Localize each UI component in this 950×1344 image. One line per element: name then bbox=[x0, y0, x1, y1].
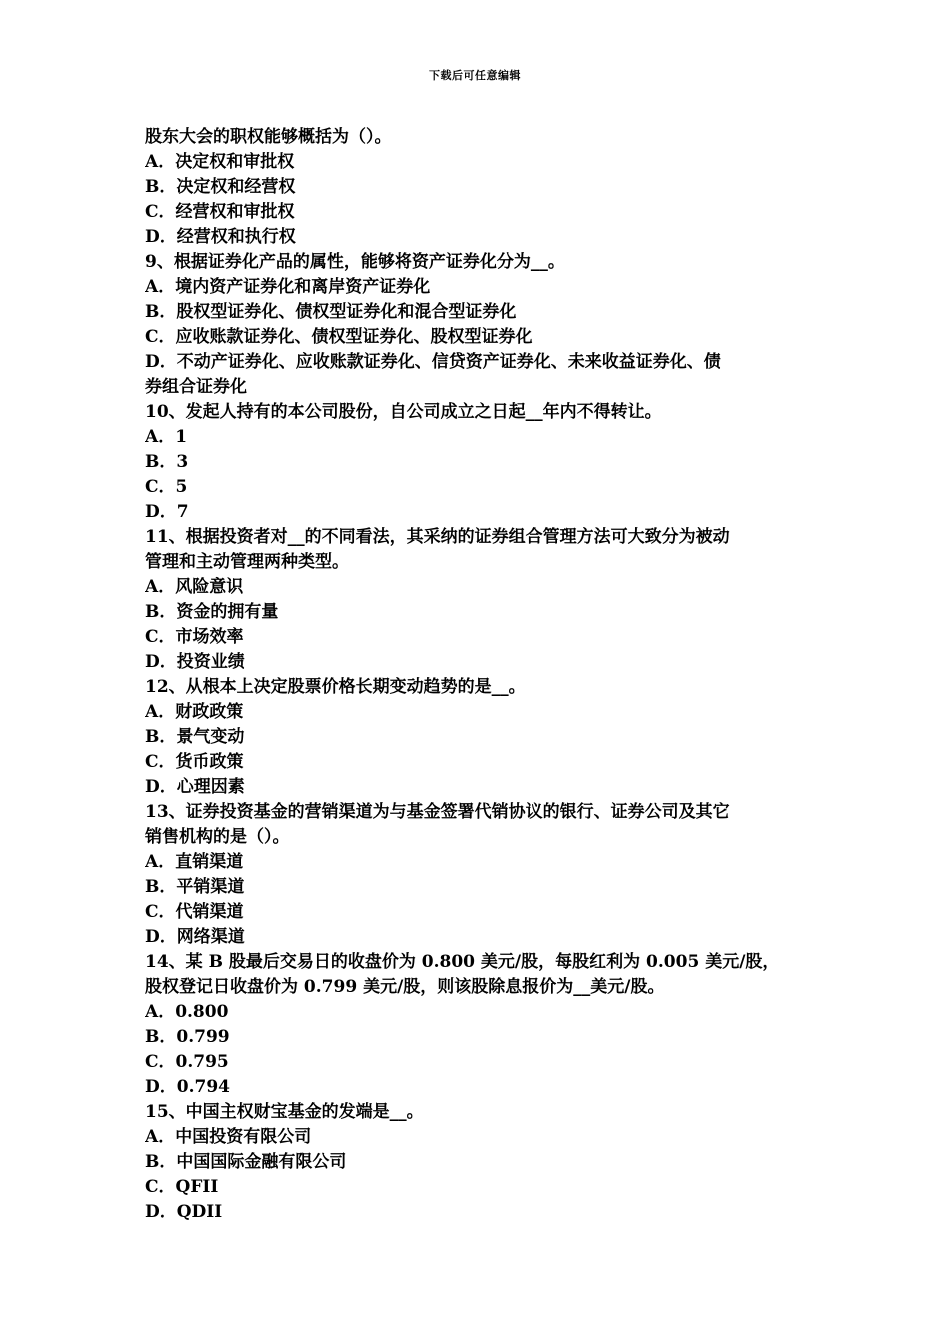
option-c: C．QFII bbox=[145, 1177, 219, 1197]
question-stem: 股东大会的职权能够概括为（）。 bbox=[145, 127, 392, 147]
question-11-stem-continued: 管理和主动管理两种类型。 bbox=[145, 552, 349, 572]
page-header: 下载后可任意编辑 bbox=[429, 69, 521, 82]
question-10-stem: 10、发起人持有的本公司股份，自公司成立之日起__年内不得转让。 bbox=[145, 402, 662, 422]
option-a: A．境内资产证券化和离岸资产证券化 bbox=[145, 277, 431, 297]
option-a: A．0.800 bbox=[145, 1002, 229, 1022]
option-c: C．5 bbox=[145, 477, 188, 497]
option-a: A．风险意识 bbox=[145, 577, 244, 597]
option-b: B．决定权和经营权 bbox=[145, 177, 296, 197]
option-c: C．代销渠道 bbox=[145, 902, 244, 922]
option-d: D．经营权和执行权 bbox=[145, 227, 296, 247]
option-d: D．投资业绩 bbox=[145, 652, 245, 672]
question-14-stem: 14、某 B 股最后交易日的收盘价为 0.800 美元/股，每股红利为 0.005 美元/股， bbox=[145, 952, 780, 972]
question-13-stem-continued: 销售机构的是（）。 bbox=[145, 827, 290, 847]
option-d: D．不动产证券化、应收账款证券化、信贷资产证券化、未来收益证券化、债 bbox=[145, 352, 721, 372]
option-d: D．QDII bbox=[145, 1202, 223, 1222]
option-d-continued: 券组合证券化 bbox=[145, 377, 247, 397]
option-b: B．平销渠道 bbox=[145, 877, 245, 897]
question-14-stem-continued: 股权登记日收盘价为 0.799 美元/股，则该股除息报价为__美元/股。 bbox=[145, 977, 665, 997]
option-b: B．中国国际金融有限公司 bbox=[145, 1152, 347, 1172]
option-b: B．资金的拥有量 bbox=[145, 602, 279, 622]
question-11-stem: 11、根据投资者对__的不同看法，其采纳的证券组合管理方法可大致分为被动 bbox=[145, 527, 730, 547]
option-b: B．0.799 bbox=[145, 1027, 230, 1047]
question-12-stem: 12、从根本上决定股票价格长期变动趋势的是__。 bbox=[145, 677, 526, 697]
option-a: A．决定权和审批权 bbox=[145, 152, 295, 172]
option-c: C．市场效率 bbox=[145, 627, 244, 647]
option-b: B．3 bbox=[145, 452, 189, 472]
option-a: A．财政政策 bbox=[145, 702, 244, 722]
question-13-stem: 13、证券投资基金的营销渠道为与基金签署代销协议的银行、证券公司及其它 bbox=[145, 802, 730, 822]
option-c: C．应收账款证券化、债权型证券化、股权型证券化 bbox=[145, 327, 533, 347]
option-d: D．心理因素 bbox=[145, 777, 245, 797]
option-c: C．货币政策 bbox=[145, 752, 244, 772]
option-a: A．1 bbox=[145, 427, 188, 447]
question-15-stem: 15、中国主权财宝基金的发端是__。 bbox=[145, 1102, 424, 1122]
option-b: B．股权型证券化、债权型证券化和混合型证券化 bbox=[145, 302, 517, 322]
option-c: C．0.795 bbox=[145, 1052, 229, 1072]
option-c: C．经营权和审批权 bbox=[145, 202, 295, 222]
option-a: A．直销渠道 bbox=[145, 852, 244, 872]
document-body bbox=[145, 125, 810, 1225]
option-b: B．景气变动 bbox=[145, 727, 245, 747]
question-9-stem: 9、根据证券化产品的属性，能够将资产证券化分为__。 bbox=[145, 252, 565, 272]
option-d: D．0.794 bbox=[145, 1077, 230, 1097]
option-d: D．7 bbox=[145, 502, 189, 522]
option-a: A．中国投资有限公司 bbox=[145, 1127, 312, 1147]
option-d: D．网络渠道 bbox=[145, 927, 245, 947]
